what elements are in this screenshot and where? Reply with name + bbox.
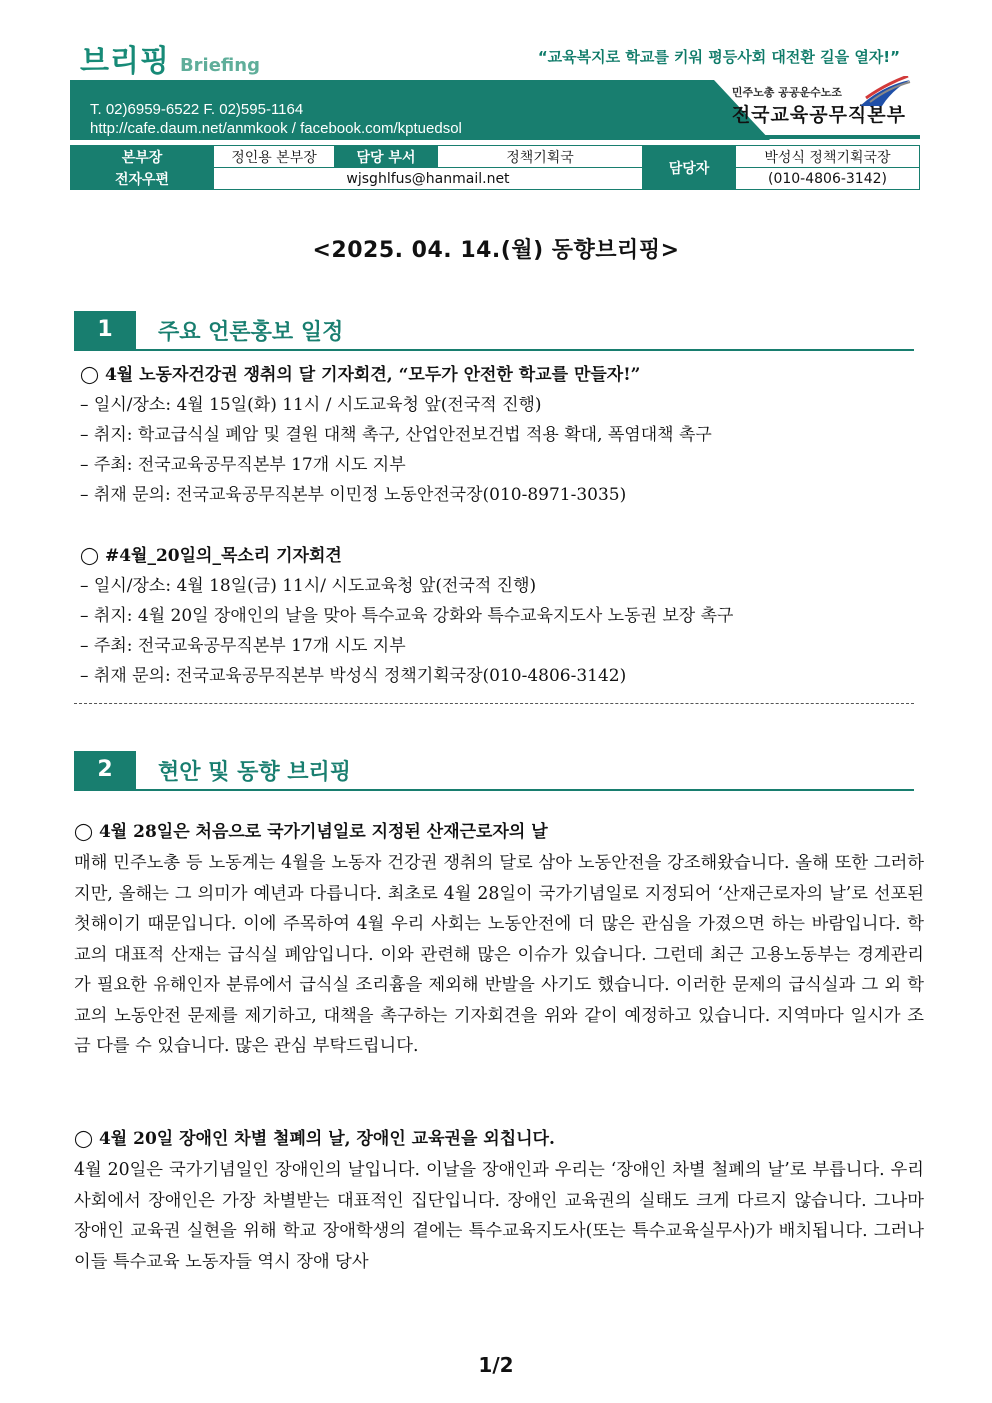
topic-2-body: 4월 20일은 국가기념일인 장애인의 날입니다. 이날을 장애인과 우리는 ‘장애인 차별 철폐의 날’로 부릅니다. 우리 사회에서 장애인은 가장 차별받는 대표적인 집단입니다. 장애인 교육권의 실태도 크게 다르지 않습니다. 그나마 장애인 교육권 실현을 위해 학교 장애학생의 곁에는 특수교육지도사(또는 특수교육실무사)가 배치됩니다. 그러나 이들 특수교육 노동자들 역시 장애 당사: [74, 1160, 924, 1272]
contact-info: [90, 100, 462, 138]
document-title: <2025. 04. 14.(월) 동향브리핑>: [312, 238, 680, 263]
topic-2-title: ◯ 4월 20일 장애인 차별 철폐의 날, 장애인 교육권을 외칩니다.: [74, 1129, 555, 1149]
chief-value: 정인용 본부장: [214, 146, 335, 168]
event-1-line-4: – 취재 문의: 전국교육공무직본부 이민정 노동안전국장(010-8971-3035): [80, 485, 627, 505]
topic-1: [74, 816, 924, 1062]
section-1-title: 주요 언론홍보 일정: [158, 320, 344, 345]
section-1-number: 1: [74, 311, 136, 349]
event-2-line-4: – 취재 문의: 전국교육공무직본부 박성식 정책기획국장(010-4806-3142): [80, 666, 627, 686]
header-banner: [70, 80, 920, 140]
web-links: http://cafe.daum.net/anmkook / facebook.com/kptuedsol: [90, 120, 462, 137]
section-2-number: 2: [74, 751, 136, 789]
union-flag-icon: [852, 76, 912, 112]
section-1-header: [74, 311, 914, 351]
brand: [80, 36, 260, 80]
event-2-line-1: – 일시/장소: 4월 18일(금) 11시/ 시도교육청 앞(전국적 진행): [80, 576, 537, 596]
event-1: [80, 360, 920, 510]
event-1-line-1: – 일시/장소: 4월 15일(화) 11시 / 시도교육청 앞(전국적 진행): [80, 395, 542, 415]
chief-label: 본부장: [71, 146, 214, 168]
manager-phone: (010-4806-3142): [736, 168, 920, 190]
union-subtitle: 민주노총 공공운수노조: [731, 86, 842, 99]
dept-value: 정책기획국: [438, 146, 643, 168]
union-name: 전국교육공무직본부: [731, 104, 906, 126]
page-number: 1/2: [478, 1353, 514, 1377]
manager-label: 담당자: [643, 146, 736, 190]
event-2-title: ◯ #4월_20일의_목소리 기자회견: [80, 546, 342, 566]
section-2-header: [74, 751, 914, 791]
event-1-title: ◯ 4월 노동자건강권 쟁취의 달 기자회견, “모두가 안전한 학교를 만들자!”: [80, 365, 641, 385]
info-table: [70, 145, 920, 190]
event-2-line-2: – 취지: 4월 20일 장애인의 날을 맞아 특수교육 강화와 특수교육지도사 노동권 보장 촉구: [80, 606, 734, 626]
email-label: 전자우편: [71, 168, 214, 190]
section-divider: [74, 703, 914, 704]
dept-label: 담당 부서: [335, 146, 438, 168]
topic-2: [74, 1123, 924, 1277]
section-2-title: 현안 및 동향 브리핑: [158, 760, 351, 785]
topic-1-body: 매해 민주노총 등 노동계는 4월을 노동자 건강권 쟁취의 달로 삼아 노동안전을 강조해왔습니다. 올해 또한 그러하지만, 올해는 그 의미가 예년과 다릅니다. 최초로 4월 28일이 국가기념일로 지정되어 ‘산재근로자의 날’로 선포된 첫해이기 때문입니다. 이에 주목하여 4월 우리 사회는 노동안전에 더 많은 관심을 가졌으면 하는 바람입니다. 학교의 대표적 산재는 급식실 폐암입니다. 이와 관련해 많은 이슈가 있습니다. 그런데 최근 고용노동부는 경계관리가 필요한 유해인자 분류에서 급식실 조리흄을 제외해 반발을 사기도 했습니다. 이러한 문제의 급식실과 그 외 학교의 노동안전 문제를 제기하고, 대책을 촉구하는 기자회견을 위와 같이 예정하고 있습니다. 지역마다 일시가 조금 다를 수 있습니다. 많은 관심 부탁드립니다.: [74, 853, 924, 1056]
event-1-line-2: – 취지: 학교급식실 폐암 및 결원 대책 촉구, 산업안전보건법 적용 확대, 폭염대책 촉구: [80, 425, 712, 445]
topic-1-title: ◯ 4월 28일은 처음으로 국가기념일로 지정된 산재근로자의 날: [74, 822, 548, 842]
brand-korean: 브리핑: [80, 44, 170, 79]
event-2: [80, 541, 920, 691]
event-1-line-3: – 주최: 전국교육공무직본부 17개 시도 지부: [80, 455, 406, 475]
phone-fax: T. 02)6959-6522 F. 02)595-1164: [90, 101, 304, 118]
email-value[interactable]: wjsghlfus@hanmail.net: [214, 168, 643, 190]
slogan: “교육복지로 학교를 키워 평등사회 대전환 길을 열자!”: [537, 48, 900, 66]
event-2-line-3: – 주최: 전국교육공무직본부 17개 시도 지부: [80, 636, 406, 656]
union-logo-block: [732, 84, 906, 127]
brand-english: Briefing: [179, 55, 260, 76]
manager-name: 박성식 정책기획국장: [736, 146, 920, 168]
